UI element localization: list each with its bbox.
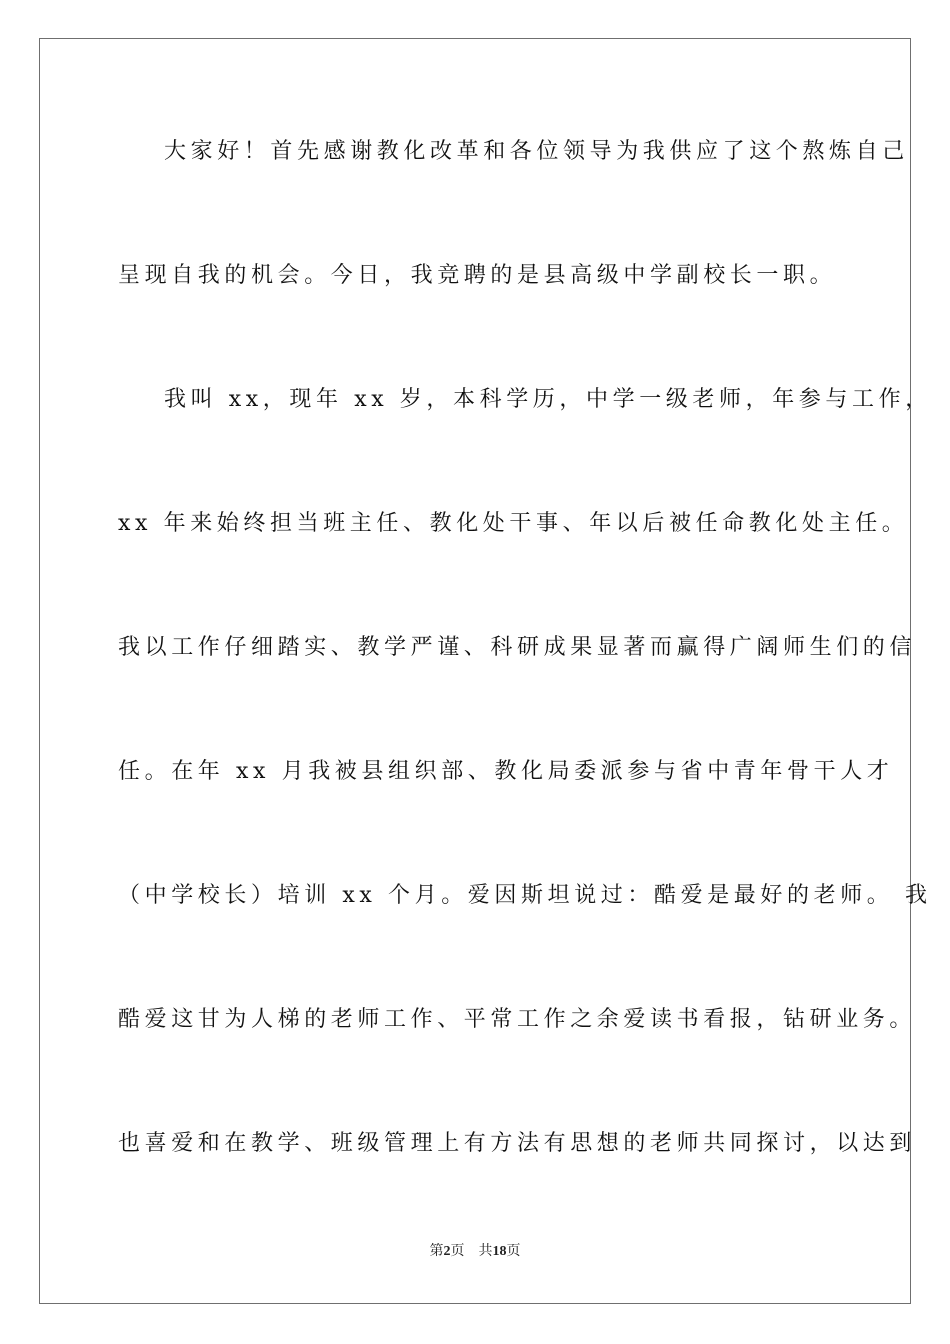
page-number: 2	[443, 1244, 451, 1259]
page-border	[39, 38, 932, 1304]
total-pages: 18	[492, 1244, 507, 1259]
total-suffix: 页	[506, 1244, 521, 1259]
total-prefix: 共	[478, 1244, 493, 1259]
paragraph-line: 酷爱这甘为人梯的老师工作、平常工作之余爱读书看报，钻研业务。	[118, 1007, 917, 1032]
paragraph-line: 任。在年 xx 月我被县组织部、教化局委派参与省中青年骨干人才	[118, 759, 894, 784]
page-prefix: 第	[429, 1244, 444, 1259]
paragraph-line: 我叫 xx，现年 xx 岁，本科学历，中学一级老师，年参与工作，	[164, 387, 932, 412]
paragraph-line: 我以工作仔细踏实、教学严谨、科研成果显著而赢得广阔师生们的信	[118, 635, 917, 660]
page-footer	[0, 1243, 950, 1261]
paragraph-line: xx 年来始终担当班主任、教化处干事、年以后被任命教化处主任。	[118, 511, 909, 536]
paragraph-line: 也喜爱和在教学、班级管理上有方法有思想的老师共同探讨，以达到	[118, 1131, 917, 1156]
paragraph-line: （中学校长）培训 xx 个月。爱因斯坦说过：酷爱是最好的老师。 我	[118, 883, 932, 908]
paragraph-line: 呈现自我的机会。今日，我竞聘的是县高级中学副校长一职。	[118, 263, 837, 288]
page-suffix: 页	[450, 1244, 465, 1259]
paragraph-line: 大家好！首先感谢教化改革和各位领导为我供应了这个熬炼自己	[164, 139, 909, 164]
